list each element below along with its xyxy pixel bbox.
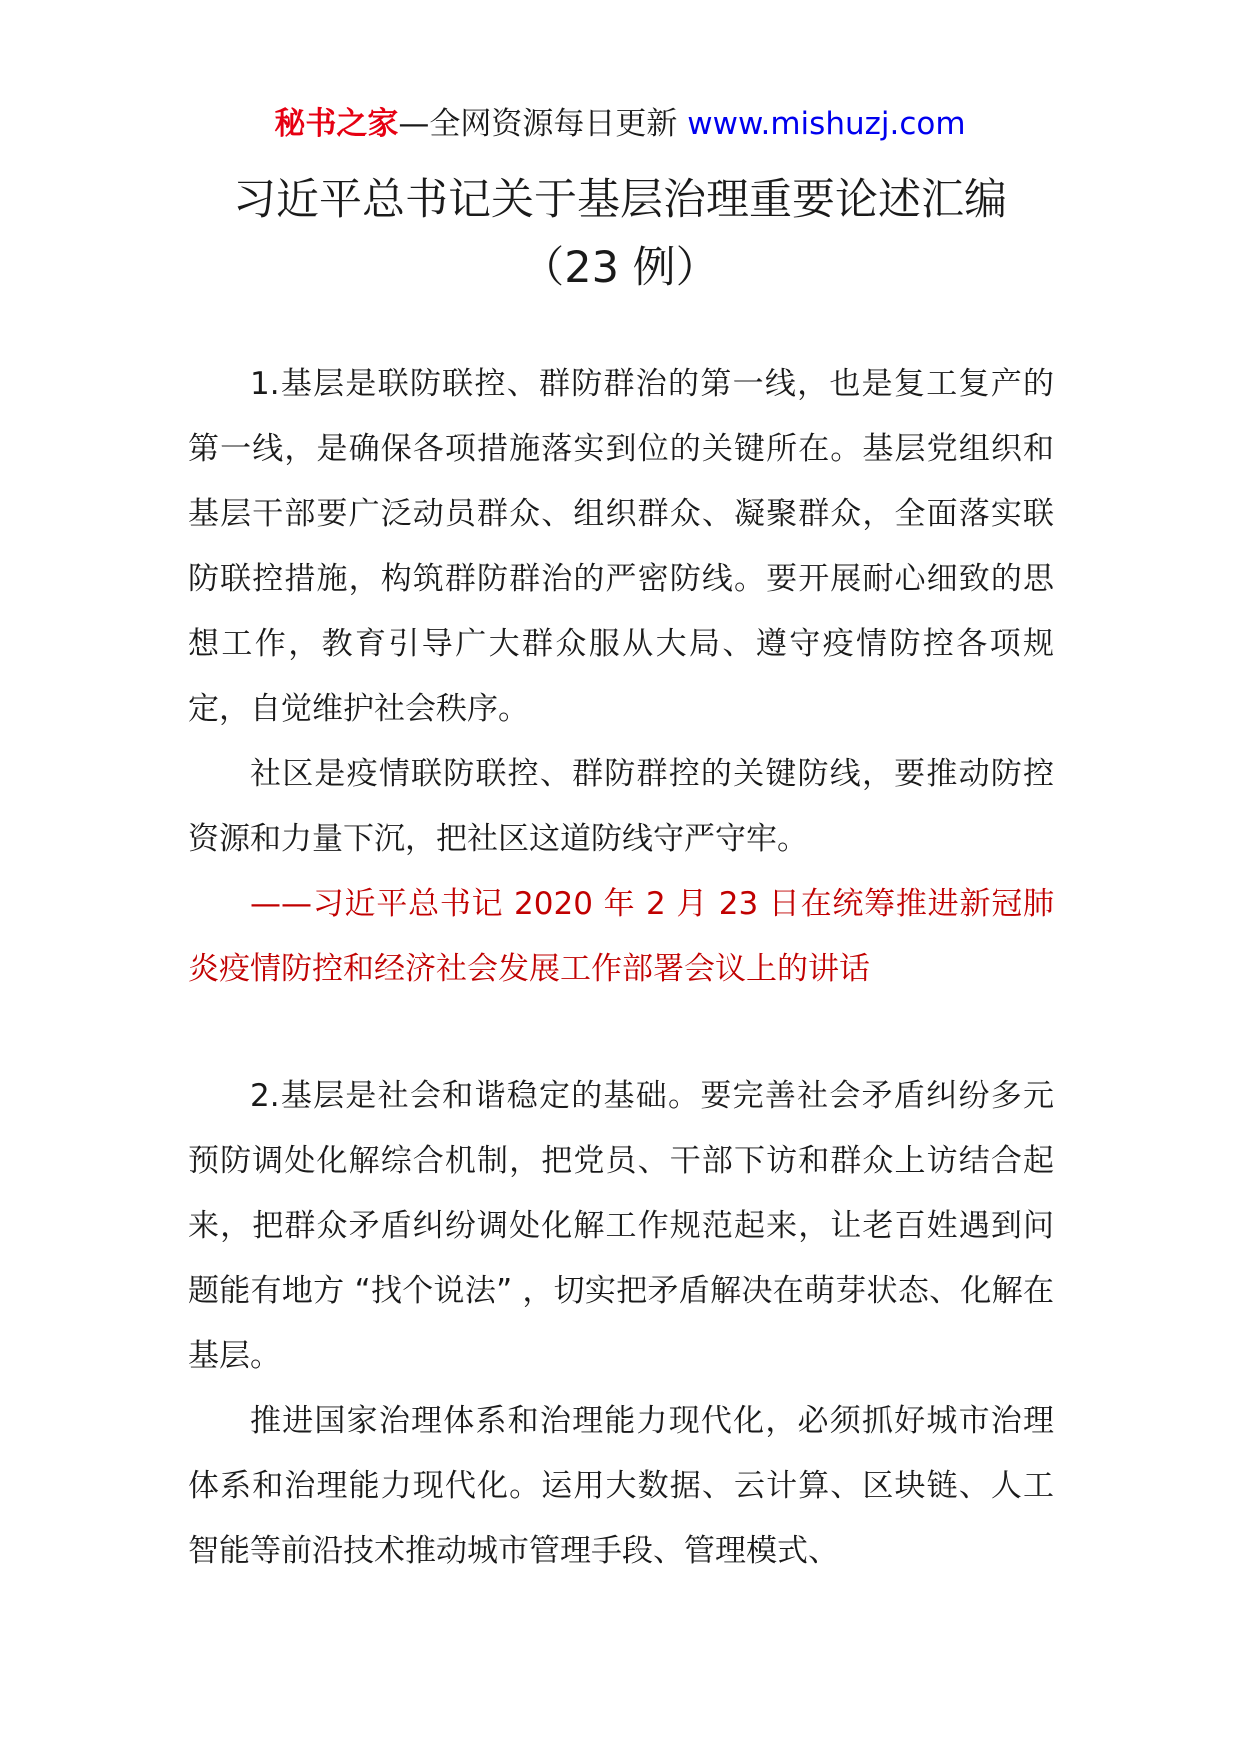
header-slogan: —全网资源每日更新 [398, 106, 678, 142]
section-2-paragraph-2: 推进国家治理体系和治理能力现代化，必须抓好城市治理体系和治理能力现代化。运用大数据、云计算、区块链、人工智能等前沿技术推动城市管理手段、管理模式、 [188, 1403, 1054, 1569]
section-1 [188, 352, 1054, 1002]
site-header [0, 102, 1240, 146]
section-2-paragraph-1: 2.基层是社会和谐稳定的基础。要完善社会矛盾纠纷多元预防调处化解综合机制，把党员、干部下访和群众上访结合起来，把群众矛盾纠纷调处化解工作规范起来，让老百姓遇到问题能有地方 “找个说法” ，切实把矛盾解决在萌芽状态、化解在基层。 [188, 1078, 1054, 1374]
section-1-paragraph-2: 社区是疫情联防联控、群防群控的关键防线，要推动防控资源和力量下沉，把社区这道防线守严守牢。 [188, 756, 1054, 857]
brand-name: 秘书之家 [274, 106, 399, 142]
title-line-2: （23 例） [521, 243, 719, 293]
section-1-paragraph-1: 1.基层是联防联控、群防群治的第一线，也是复工复产的第一线，是确保各项措施落实到位的关键所在。基层党组织和基层干部要广泛动员群众、组织群众、凝聚群众，全面落实联防联控措施，构筑群防群治的严密防线。要开展耐心细致的思想工作，教育引导广大群众服从大局、遵守疫情防控各项规定，自觉维护社会秩序。 [188, 366, 1054, 727]
title-line-1: 习近平总书记关于基层治理重要论述汇编 [233, 175, 1007, 225]
section-2 [188, 1064, 1054, 1584]
section-1-source: ——习近平总书记 2020 年 2 月 23 日在统筹推进新冠肺炎疫情防控和经济社会发展工作部署会议上的讲话 [188, 886, 1054, 987]
site-url-link[interactable]: www.mishuzj.com [687, 106, 966, 142]
document-title [0, 166, 1240, 302]
